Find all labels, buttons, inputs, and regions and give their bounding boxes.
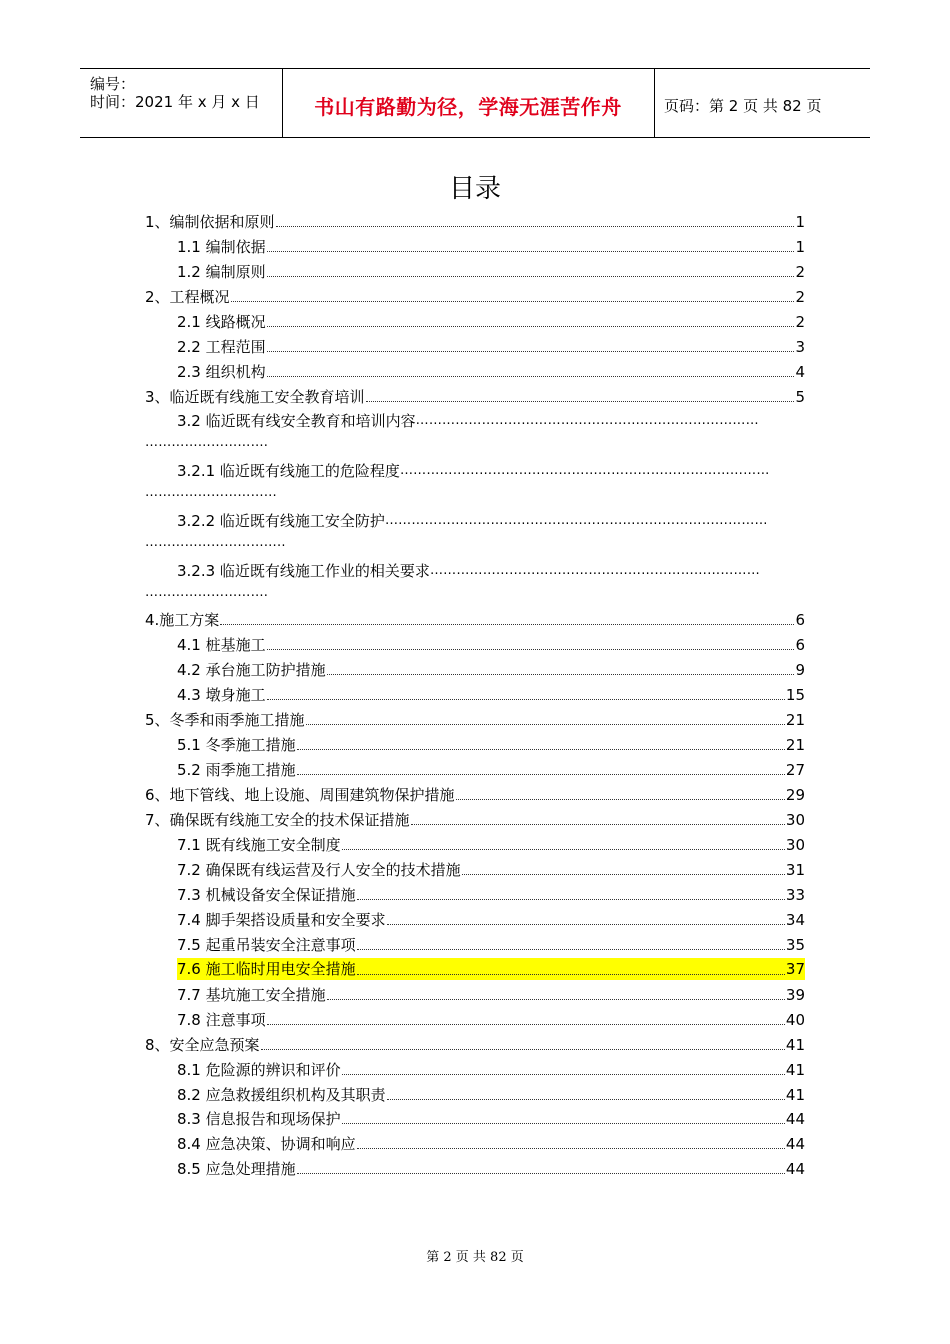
toc-entry-page: 2 [795, 288, 805, 306]
toc-leader [357, 948, 785, 950]
toc-entry-text: 7.6 施工临时用电安全措施 [177, 960, 356, 978]
page-footer: 第 2 页 共 82 页 [426, 1250, 524, 1265]
document-date-label: 时间：2021 年 x 月 x 日 [90, 93, 260, 111]
toc-entry-wrapped[interactable] [177, 511, 785, 531]
toc-entry-page: 35 [785, 936, 805, 954]
toc-entry-page: 34 [785, 911, 805, 929]
toc-entry[interactable] [177, 337, 805, 357]
toc-entry-text: 1、编制依据和原则 [145, 213, 275, 231]
toc-entry[interactable] [145, 387, 805, 407]
toc-entry-text: 5.1 冬季施工措施 [177, 736, 296, 754]
toc-leader [456, 798, 785, 800]
toc-leader: …………………………………………………………………………… [384, 513, 768, 528]
toc-leader: ………………………………………………………………… [429, 563, 760, 578]
toc-entry[interactable] [177, 1134, 805, 1154]
toc-entry-text: 7.2 确保既有线运营及行人安全的技术措施 [177, 861, 461, 879]
toc-leader-continued: ………………………. [145, 585, 269, 600]
toc-leader [231, 300, 795, 302]
toc-entry-page: 30 [785, 836, 805, 854]
toc-entry-text: 3、临近既有线施工安全教育培训 [145, 388, 365, 406]
toc-entry-page: 33 [785, 886, 805, 904]
toc-entry[interactable] [177, 312, 805, 332]
toc-leader [297, 748, 785, 750]
toc-entry-text: 7.4 脚手架搭设质量和安全要求 [177, 911, 386, 929]
toc-leader [267, 325, 795, 327]
toc-entry-page: 2 [795, 313, 805, 331]
toc-leader [267, 375, 795, 377]
toc-entry-text: 1.1 编制依据 [177, 238, 266, 256]
toc-entry-text: 8.2 应急救援组织机构及其职责 [177, 1086, 386, 1104]
toc-entry-page: 6 [795, 611, 805, 629]
toc-leader [297, 1172, 785, 1174]
toc-title: 目录 [448, 174, 501, 204]
toc-entry[interactable] [177, 635, 805, 655]
toc-entry-text: 5.2 雨季施工措施 [177, 761, 296, 779]
toc-leader: …………………………………………………………………… [415, 413, 759, 428]
toc-leader [387, 923, 785, 925]
toc-entry-text: 7、确保既有线施工安全的技术保证措施 [145, 811, 410, 829]
toc-entry-text: 2.2 工程范围 [177, 338, 266, 356]
toc-leader [267, 1023, 785, 1025]
toc-leader [411, 823, 785, 825]
toc-entry[interactable] [145, 785, 805, 805]
toc-entry[interactable] [177, 760, 805, 780]
toc-entry-page: 40 [785, 1011, 805, 1029]
toc-entry[interactable] [145, 810, 805, 830]
toc-entry-page: 9 [795, 661, 805, 679]
toc-entry-page: 39 [785, 986, 805, 1004]
toc-entry[interactable] [145, 710, 805, 730]
toc-entry-text: 1.2 编制原则 [177, 263, 266, 281]
toc-entry[interactable] [177, 362, 805, 382]
toc-entry[interactable] [177, 1109, 805, 1129]
toc-entry[interactable] [177, 860, 805, 880]
toc-entry[interactable] [177, 1159, 805, 1179]
toc-leader [327, 673, 795, 675]
toc-entry-text: 2.1 线路概况 [177, 313, 266, 331]
toc-entry-wrapped[interactable] [177, 411, 781, 431]
toc-entry-text: 7.7 基坑施工安全措施 [177, 986, 326, 1004]
toc-entry[interactable] [177, 1085, 805, 1105]
toc-entry-page: 44 [785, 1160, 805, 1178]
toc-entry[interactable] [177, 237, 805, 257]
toc-entry-text: 3.2.2 临近既有线施工安全防护 [177, 512, 385, 530]
toc-leader [267, 648, 795, 650]
toc-entry-text: 4.施工方案 [145, 611, 220, 629]
toc-entry-text: 4.2 承台施工防护措施 [177, 661, 326, 679]
toc-entry[interactable] [177, 1010, 805, 1030]
toc-leader-continued: ………………………… [145, 485, 277, 500]
header-motto-cell [282, 69, 655, 137]
toc-leader [267, 275, 795, 277]
toc-leader [462, 873, 785, 875]
toc-entry-page: 29 [785, 786, 805, 804]
toc-entry-page: 15 [785, 686, 805, 704]
page-header [80, 68, 870, 138]
toc-entry-page: 31 [785, 861, 805, 879]
toc-entry-text: 4.3 墩身施工 [177, 686, 266, 704]
toc-entry-wrapped[interactable] [177, 561, 780, 581]
toc-entry-text: 4.1 桩基施工 [177, 636, 266, 654]
toc-entry-page: 27 [785, 761, 805, 779]
toc-entry-text: 2、工程概况 [145, 288, 230, 306]
toc-leader [267, 698, 785, 700]
toc-leader [357, 973, 785, 975]
toc-entry[interactable] [177, 262, 805, 282]
toc-entry[interactable] [177, 885, 805, 905]
toc-leader-continued: ………………………. [145, 435, 269, 450]
toc-entry-text: 8.5 应急处理措施 [177, 1160, 296, 1178]
toc-entry[interactable] [177, 1060, 805, 1080]
toc-entry[interactable] [145, 1035, 805, 1055]
toc-leader [267, 350, 795, 352]
toc-entry-text: 8.4 应急决策、协调和响应 [177, 1135, 356, 1153]
toc-entry[interactable] [145, 610, 805, 630]
toc-entry[interactable] [177, 910, 805, 930]
toc-entry-text: 7.3 机械设备安全保证措施 [177, 886, 356, 904]
toc-entry-page: 21 [785, 711, 805, 729]
toc-entry-page: 41 [785, 1086, 805, 1104]
toc-leader [342, 1073, 785, 1075]
toc-entry-page: 6 [795, 636, 805, 654]
toc-leader: ………………………………………………………………………… [399, 463, 770, 478]
toc-entry[interactable] [145, 287, 805, 307]
header-motto: 书山有路勤为径，学海无涯苦作舟 [314, 95, 622, 119]
toc-entry-page: 44 [785, 1110, 805, 1128]
toc-leader [220, 623, 794, 625]
toc-entry-page: 41 [785, 1061, 805, 1079]
toc-entry-text: 6、地下管线、地上设施、周围建筑物保护措施 [145, 786, 455, 804]
toc-entry-page: 37 [785, 960, 805, 978]
toc-entry[interactable] [177, 985, 805, 1005]
toc-leader [357, 898, 785, 900]
toc-leader [267, 250, 795, 252]
toc-entry-page: 3 [795, 338, 805, 356]
toc-entry-text: 2.3 组织机构 [177, 363, 266, 381]
toc-leader-continued: ………………………….. [145, 535, 286, 550]
toc-leader [342, 848, 785, 850]
toc-entry-page: 2 [795, 263, 805, 281]
toc-leader [276, 225, 795, 227]
toc-entry-page: 1 [795, 238, 805, 256]
toc-entry[interactable] [177, 660, 805, 680]
toc-leader [306, 723, 785, 725]
toc-entry[interactable] [177, 835, 805, 855]
toc-entry[interactable] [145, 212, 805, 232]
toc-leader [342, 1122, 785, 1124]
toc-entry-page: 30 [785, 811, 805, 829]
toc-entry-text: 8.1 危险源的辨识和评价 [177, 1061, 341, 1079]
toc-leader [387, 1098, 785, 1100]
toc-entry-text: 7.5 起重吊装安全注意事项 [177, 936, 356, 954]
toc-entry-text: 5、冬季和雨季施工措施 [145, 711, 305, 729]
toc-leader [366, 400, 795, 402]
header-page-info: 页码：第 2 页 共 82 页 [664, 97, 822, 115]
toc-entry-page: 5 [795, 388, 805, 406]
toc-entry-text: 3.2 临近既有线安全教育和培训内容 [177, 412, 416, 430]
header-page-cell [654, 69, 870, 137]
toc-entry[interactable] [177, 935, 805, 955]
toc-entry-page: 41 [785, 1036, 805, 1054]
toc-leader [357, 1147, 785, 1149]
toc-entry-text: 8.3 信息报告和现场保护 [177, 1110, 341, 1128]
toc-entry-page: 4 [795, 363, 805, 381]
toc-entry[interactable] [177, 685, 805, 705]
toc-entry-text: 3.2.1 临近既有线施工的危险程度 [177, 462, 400, 480]
toc-entry-text: 7.1 既有线施工安全制度 [177, 836, 341, 854]
header-meta-cell [80, 69, 283, 137]
toc-entry-page: 21 [785, 736, 805, 754]
toc-entry-page: 1 [795, 213, 805, 231]
toc-entry-text: 3.2.3 临近既有线施工作业的相关要求 [177, 562, 430, 580]
toc-entry[interactable] [177, 735, 805, 755]
toc-leader [261, 1048, 785, 1050]
toc-entry-text: 7.8 注意事项 [177, 1011, 266, 1029]
toc-entry-wrapped[interactable] [177, 461, 785, 481]
toc-leader [327, 998, 785, 1000]
toc-entry-highlighted[interactable] [177, 958, 805, 980]
toc-leader [297, 773, 785, 775]
document-number-label: 编号： [90, 75, 136, 93]
toc-entry-page: 44 [785, 1135, 805, 1153]
toc-entry-text: 8、安全应急预案 [145, 1036, 260, 1054]
